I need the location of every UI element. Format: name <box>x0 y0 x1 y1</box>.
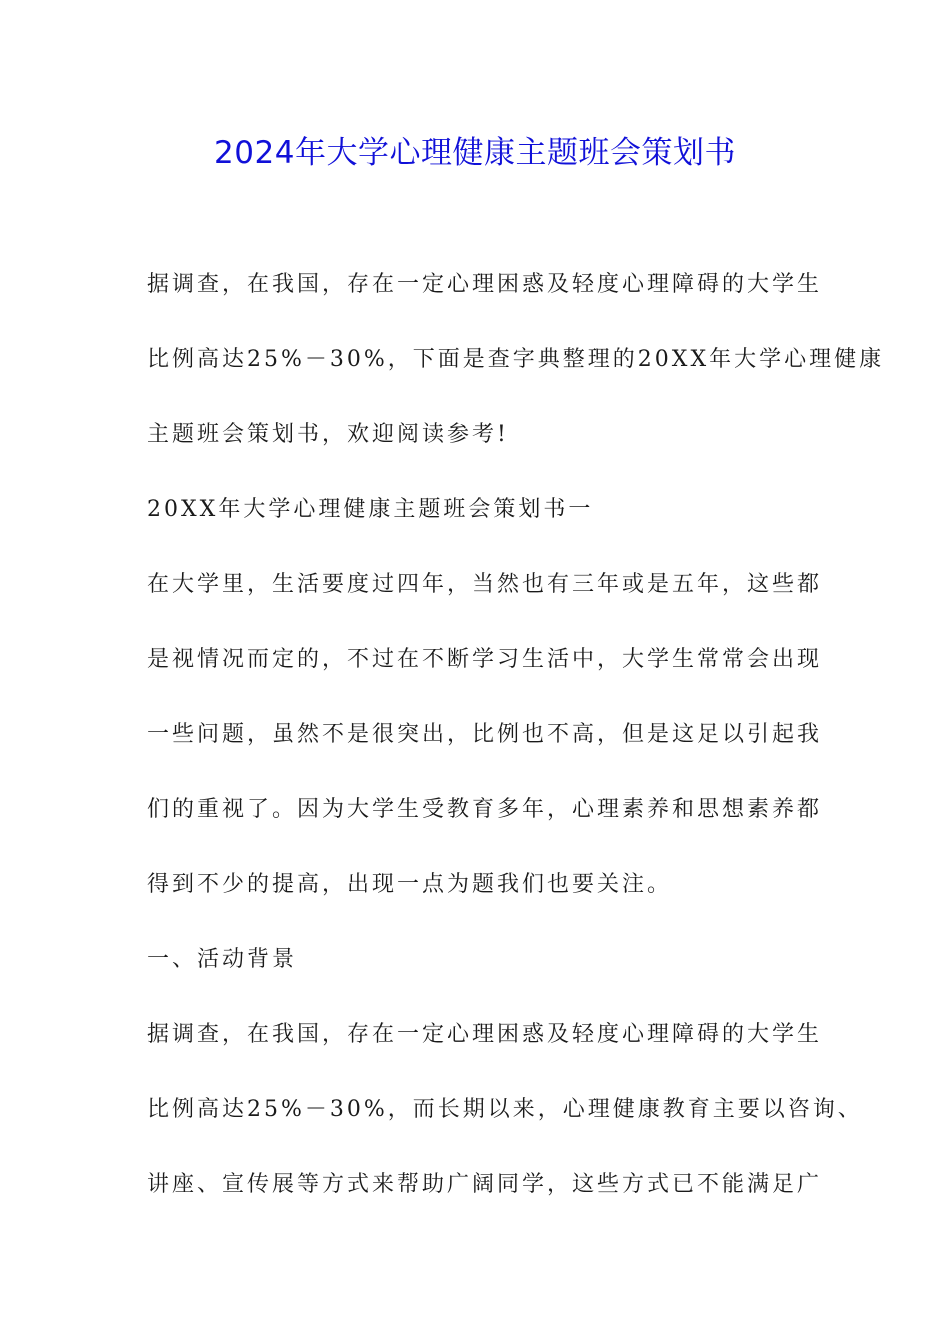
paragraph-line: 得到不少的提高，出现一点为题我们也要关注。 <box>147 872 673 897</box>
paragraph-line: 是视情况而定的，不过在不断学习生活中，大学生常常会出现 <box>147 647 823 672</box>
section-heading: 20XX年大学心理健康主题班会策划书一 <box>147 497 594 522</box>
paragraph-line: 在大学里，生活要度过四年，当然也有三年或是五年，这些都 <box>147 572 823 597</box>
paragraph-line: 主题班会策划书，欢迎阅读参考! <box>147 422 509 447</box>
paragraph-line: 一些问题，虽然不是很突出，比例也不高，但是这足以引起我 <box>147 722 823 747</box>
paragraph-line: 据调查，在我国，存在一定心理困惑及轻度心理障碍的大学生 <box>147 272 823 297</box>
document-title: 2024年大学心理健康主题班会策划书 <box>214 135 736 171</box>
paragraph-line: 比例高达25%－30%，而长期以来，心理健康教育主要以咨询、 <box>147 1097 863 1122</box>
section-heading: 一、活动背景 <box>147 947 298 972</box>
paragraph-line: 比例高达25%－30%，下面是查字典整理的20XX年大学心理健康 <box>147 347 885 372</box>
paragraph-line: 们的重视了。因为大学生受教育多年，心理素养和思想素养都 <box>147 797 823 822</box>
paragraph-line: 据调查，在我国，存在一定心理困惑及轻度心理障碍的大学生 <box>147 1022 823 1047</box>
paragraph-line: 讲座、宣传展等方式来帮助广阔同学，这些方式已不能满足广 <box>147 1172 823 1197</box>
